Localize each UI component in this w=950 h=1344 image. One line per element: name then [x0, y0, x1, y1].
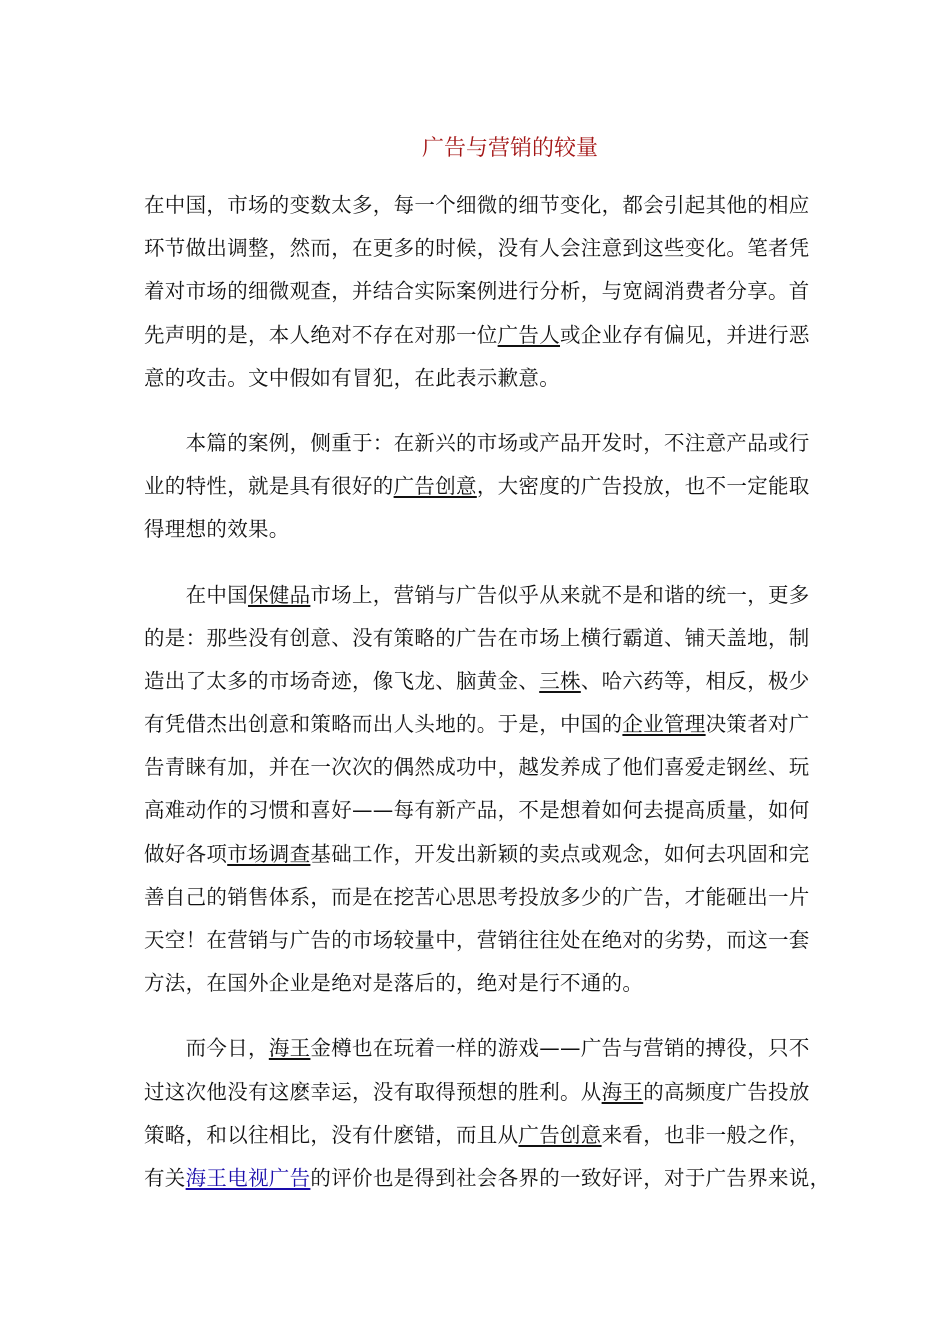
underlined-term[interactable]: 三株: [539, 668, 581, 693]
text-line: [144, 919, 862, 962]
text-run: 意的攻击。文中假如有冒犯，在此表示歉意。: [144, 365, 560, 390]
text-run: 市场上，营销与广告似乎从来就不是和谐的统一，更多: [310, 582, 810, 607]
text-run: 决策者对广: [705, 712, 810, 737]
text-line: [144, 962, 862, 1005]
underlined-term[interactable]: 海王: [268, 1036, 311, 1061]
text-run: 或企业存有偏见，并进行恶: [560, 322, 810, 347]
paragraph: [144, 422, 862, 552]
paragraph: [144, 574, 862, 1006]
text-run: 业的特性，就是具有很好的: [144, 474, 394, 499]
text-run: 先声明的是，本人绝对不存在对那一位: [144, 322, 498, 347]
text-run: 的评价也是得到社会各界的一致好评，对于广告界来说，: [310, 1165, 831, 1190]
underlined-term[interactable]: 保健品: [248, 582, 311, 607]
text-run: 本篇的案例，侧重于：在新兴的市场或产品开发时，不注意产品或行: [144, 430, 810, 455]
text-line: [144, 314, 862, 357]
text-run: 、哈六药等，相反，极少: [580, 668, 810, 693]
text-run: 基础工作，开发出新颖的卖点或观念，如何去巩固和完: [310, 841, 810, 866]
underlined-term[interactable]: 企业管理: [622, 712, 706, 737]
text-line: [144, 617, 862, 660]
text-run: 天空！在营销与广告的市场较量中，营销往往处在绝对的劣势，而这一套: [144, 928, 810, 952]
text-line: [144, 1114, 862, 1157]
text-line: [144, 574, 862, 617]
text-run: 的是：那些没有创意、没有策略的广告在市场上横行霸道、铺天盖地，制: [144, 625, 810, 650]
text-line: [144, 1071, 862, 1114]
text-run: 过这次他没有这麽幸运，没有取得预想的胜利。从: [144, 1079, 602, 1104]
text-line: [144, 703, 862, 746]
text-run: 金樽也在玩着一样的游戏——广告与营销的搏役，只不: [310, 1036, 810, 1061]
text-run: 着对市场的细微观查，并结合实际案例进行分析，与宽阔消费者分享。首: [144, 279, 810, 304]
underlined-term[interactable]: 广告创意: [393, 474, 477, 499]
text-line: [144, 833, 862, 876]
hyperlink[interactable]: 海王电视广告: [185, 1165, 311, 1190]
text-line: [144, 876, 862, 919]
paragraph-gap: [144, 1005, 862, 1027]
text-line: [144, 508, 862, 551]
text-line: [144, 1157, 862, 1200]
text-run: 方法，在国外企业是绝对是落后的，绝对是行不通的。: [144, 971, 644, 996]
text-line: [144, 227, 862, 270]
underlined-term[interactable]: 广告创意: [518, 1122, 602, 1147]
text-run: 而今日，: [144, 1036, 269, 1061]
paragraph: [144, 1027, 862, 1200]
text-line: [144, 270, 862, 313]
text-line: [144, 357, 862, 400]
underlined-term[interactable]: 市场调查: [227, 841, 311, 866]
text-run: 环节做出调整，然而，在更多的时候，没有人会注意到这些变化。笔者凭: [144, 236, 810, 261]
text-line: [144, 184, 862, 227]
text-run: 做好各项: [144, 841, 228, 866]
paragraph-gap: [144, 552, 862, 574]
text-run: 有凭借杰出创意和策略而出人头地的。于是，中国的: [144, 712, 623, 737]
text-run: 善自己的销售体系，而是在挖苦心思思考投放多少的广告，才能砸出一片: [144, 884, 810, 909]
text-line: [144, 660, 862, 703]
text-run: 造出了太多的市场奇迹，像飞龙、脑黄金、: [144, 668, 540, 693]
text-run: 来看，也非一般之作，: [601, 1122, 810, 1147]
text-line: [144, 1027, 862, 1070]
text-line: [144, 465, 862, 508]
text-run: 告青睐有加，并在一次次的偶然成功中，越发养成了他们喜爱走钢丝、玩: [144, 755, 810, 780]
text-line: [144, 422, 862, 465]
underlined-term[interactable]: 海王: [601, 1079, 644, 1104]
document-body: [144, 184, 862, 1200]
paragraph-gap: [144, 400, 862, 422]
text-line: [144, 789, 862, 832]
underlined-term[interactable]: 广告人: [497, 322, 561, 347]
text-run: 策略，和以往相比，没有什麽错，而且从: [144, 1122, 519, 1147]
paragraph: [144, 184, 862, 400]
text-run: 在中国，市场的变数太多，每一个细微的细节变化，都会引起其他的相应: [144, 193, 810, 217]
text-run: 在中国: [144, 582, 248, 607]
text-line: [144, 746, 862, 789]
document-title: 广告与营销的较量: [421, 136, 598, 161]
text-run: 得理想的效果。: [144, 517, 290, 542]
text-run: 的高频度广告投放: [643, 1079, 810, 1104]
text-run: 有关: [144, 1165, 186, 1190]
text-run: 高难动作的习惯和喜好——每有新产品，不是想着如何去提高质量，如何: [144, 798, 810, 823]
text-run: ，大密度的广告投放，也不一定能取: [476, 474, 810, 499]
